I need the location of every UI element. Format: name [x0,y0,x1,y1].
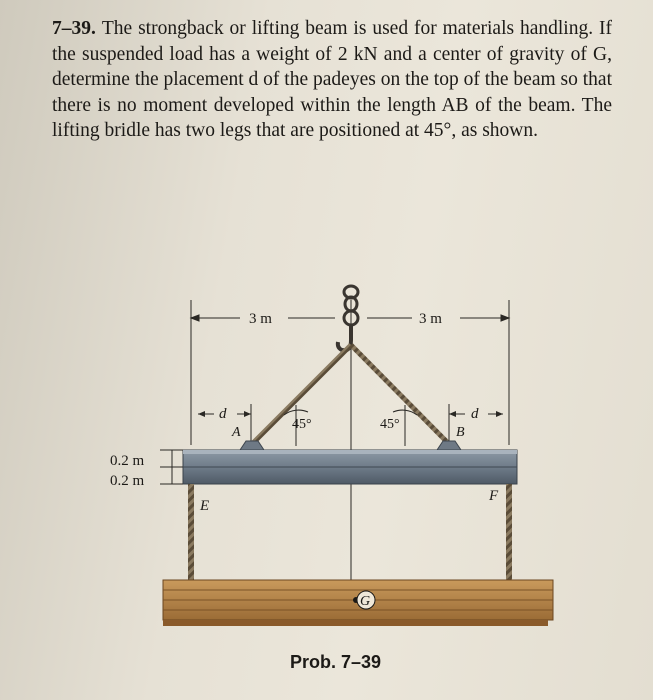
point-g-label: G [360,594,371,609]
crane-hook [338,286,358,350]
point-f-label: F [489,488,499,504]
strongback-beam [183,450,517,484]
problem-number: 7–39. [52,18,96,39]
problem-text: The strongback or lifting beam is used for materials handling. If the suspended load has a weight of 2 kN and a center of gravity of G, determine the placement d of the padeyes on the top of the beam so that there is no moment developed within the length AB of the beam. The lifting bridle has two legs that are positioned at 45°, as shown. [52,18,612,141]
problem-statement [52,16,612,144]
angle-left-label: 45° [292,417,312,432]
point-e-label: E [200,498,210,514]
dim-right-label: 3 m [419,311,442,327]
strongback-figure [0,270,653,650]
point-a-label: A [232,425,241,440]
thickness-top-label: 0.2 m [110,453,145,469]
dim-left-label: 3 m [249,311,272,327]
d-left-label: d [219,406,227,422]
d-right-label: d [471,406,479,422]
thickness-dimensions [160,450,183,484]
point-b-label: B [456,425,465,440]
thickness-bottom-label: 0.2 m [110,473,145,489]
angle-right-label: 45° [380,417,400,432]
suspension-ropes [188,484,512,584]
figure-caption: Prob. 7–39 [290,652,382,672]
